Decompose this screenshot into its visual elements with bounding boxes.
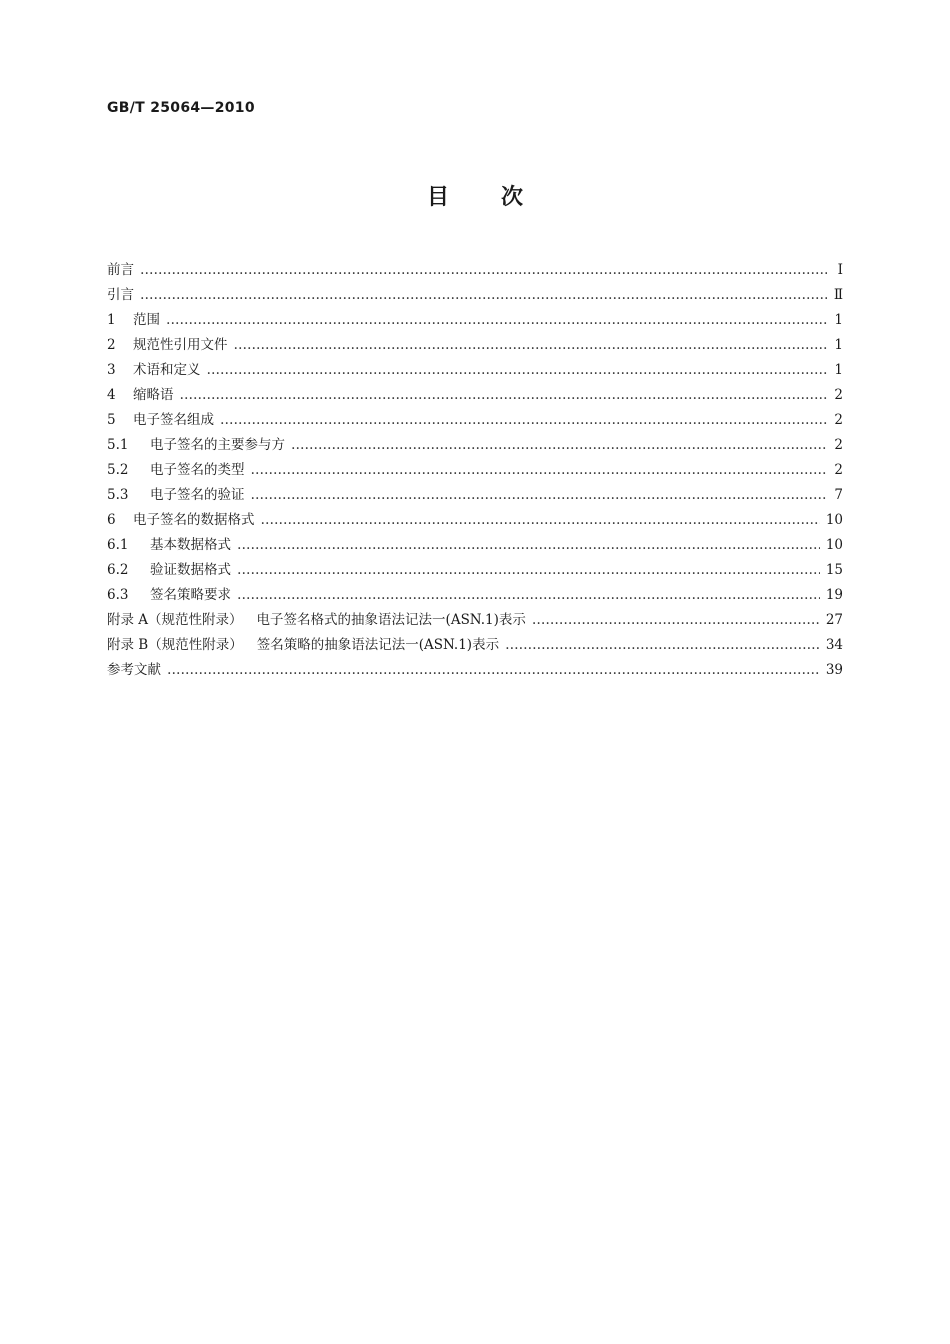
toc-leader-dots xyxy=(251,458,828,483)
toc-entry-page: 2 xyxy=(834,412,843,428)
toc-entry-number: 1 xyxy=(107,312,116,328)
toc-entry-appendix-a[interactable] xyxy=(107,608,843,633)
toc-entry-label: 缩略语 xyxy=(133,387,174,403)
toc-entry-label: 签名策略要求 xyxy=(150,587,231,603)
toc-entry-bibliography[interactable] xyxy=(107,658,843,683)
toc-entry-label: 规范性引用文件 xyxy=(133,337,228,353)
standard-code: GB/T 25064—2010 xyxy=(107,100,255,116)
toc-entry-number: 5.2 xyxy=(107,462,129,478)
toc-entry-label: 电子签名组成 xyxy=(133,412,214,428)
toc-entry-page: 2 xyxy=(834,462,843,478)
toc-entry-page: 2 xyxy=(834,437,843,453)
toc-entry-label: 前言 xyxy=(107,262,134,278)
toc-entry-number: 6 xyxy=(107,512,116,528)
toc-entry-2[interactable] xyxy=(107,333,843,358)
toc-entry-page: 2 xyxy=(834,387,843,403)
toc-entry-label: 附录 A（规范性附录） xyxy=(107,612,243,628)
toc-entry-label: 术语和定义 xyxy=(133,362,201,378)
toc-entry-page: 19 xyxy=(825,587,843,603)
toc-entry-label: 附录 B（规范性附录） xyxy=(107,637,243,653)
toc-entry-page: Ⅱ xyxy=(833,287,843,303)
toc-entry-page: 27 xyxy=(825,612,843,628)
toc-entry-label: 电子签名的数据格式 xyxy=(133,512,255,528)
toc-entry-description: 签名策略的抽象语法记法一(ASN.1)表示 xyxy=(256,637,500,653)
table-of-contents xyxy=(107,258,843,683)
toc-title xyxy=(0,180,950,211)
toc-entry-number: 4 xyxy=(107,387,116,403)
toc-entry-number: 6.2 xyxy=(107,562,129,578)
toc-entry-number: 3 xyxy=(107,362,116,378)
toc-entry-appendix-b[interactable] xyxy=(107,633,843,658)
toc-entry-foreword[interactable] xyxy=(107,258,843,283)
toc-leader-dots xyxy=(237,583,820,608)
toc-entry-6-3[interactable] xyxy=(107,583,843,608)
toc-leader-dots xyxy=(167,658,820,683)
toc-entry-label: 电子签名的验证 xyxy=(150,487,245,503)
toc-entry-label: 基本数据格式 xyxy=(150,537,231,553)
toc-entry-number: 5 xyxy=(107,412,116,428)
toc-leader-dots xyxy=(166,308,827,333)
toc-leader-dots xyxy=(207,358,828,383)
toc-entry-page: 10 xyxy=(825,537,843,553)
toc-entry-1[interactable] xyxy=(107,308,843,333)
toc-leader-dots xyxy=(291,433,827,458)
toc-leader-dots xyxy=(505,633,820,658)
toc-entry-3[interactable] xyxy=(107,358,843,383)
toc-leader-dots xyxy=(237,558,820,583)
toc-entry-introduction[interactable] xyxy=(107,283,843,308)
toc-entry-label: 验证数据格式 xyxy=(150,562,231,578)
toc-entry-description: 电子签名格式的抽象语法记法一(ASN.1)表示 xyxy=(256,612,526,628)
toc-entry-5-3[interactable] xyxy=(107,483,843,508)
toc-entry-page: 39 xyxy=(825,662,843,678)
toc-entry-label: 电子签名的类型 xyxy=(150,462,245,478)
toc-leader-dots xyxy=(140,258,827,283)
toc-entry-page: 7 xyxy=(834,487,843,503)
toc-entry-page: 15 xyxy=(825,562,843,578)
toc-entry-page: Ⅰ xyxy=(837,262,843,278)
toc-title-char-1: 目 xyxy=(426,185,449,210)
toc-entry-page: 10 xyxy=(825,512,843,528)
toc-entry-4[interactable] xyxy=(107,383,843,408)
toc-entry-5-1[interactable] xyxy=(107,433,843,458)
toc-leader-dots xyxy=(234,333,828,358)
toc-entry-5-2[interactable] xyxy=(107,458,843,483)
toc-entry-6-2[interactable] xyxy=(107,558,843,583)
toc-entry-label: 电子签名的主要参与方 xyxy=(150,437,285,453)
toc-leader-dots xyxy=(251,483,828,508)
toc-entry-number: 5.3 xyxy=(107,487,129,503)
toc-entry-label: 引言 xyxy=(107,287,134,303)
toc-leader-dots xyxy=(180,383,828,408)
toc-entry-number: 6.1 xyxy=(107,537,129,553)
toc-leader-dots xyxy=(220,408,827,433)
toc-entry-number: 2 xyxy=(107,337,116,353)
toc-entry-label: 范围 xyxy=(133,312,160,328)
toc-leader-dots xyxy=(237,533,820,558)
toc-entry-page: 34 xyxy=(825,637,843,653)
toc-leader-dots xyxy=(140,283,827,308)
toc-entry-5[interactable] xyxy=(107,408,843,433)
toc-entry-6[interactable] xyxy=(107,508,843,533)
toc-entry-6-1[interactable] xyxy=(107,533,843,558)
toc-entry-page: 1 xyxy=(834,362,843,378)
toc-leader-dots xyxy=(261,508,820,533)
toc-title-char-2: 次 xyxy=(501,185,524,210)
toc-entry-label: 参考文献 xyxy=(107,662,161,678)
toc-entry-page: 1 xyxy=(834,312,843,328)
toc-leader-dots xyxy=(532,608,820,633)
toc-entry-number: 6.3 xyxy=(107,587,129,603)
toc-entry-number: 5.1 xyxy=(107,437,129,453)
toc-entry-page: 1 xyxy=(834,337,843,353)
